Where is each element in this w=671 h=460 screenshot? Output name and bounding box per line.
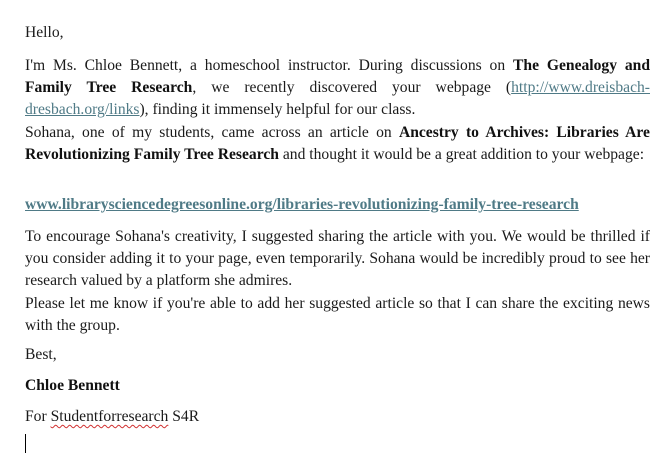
signature-bold: Chloe Bennett [25,377,120,394]
paragraph-encourage: To encourage Sohana's creativity, I suggested sharing the article with you. We would be thrilled if you consider adding it to your page, even temporarily. Sohana would be incredibly proud to see her research valued by a platform she admires. [25,228,650,289]
article-title: Ancestry to Archives: Libraries Are Revolutionizing Family Tree Research [25,124,650,163]
article-text-2: and thought it would be a great addition to your webpage: [278,146,645,163]
paragraph-article [25,122,650,166]
paragraph-request: Please let me know if you're able to add her suggested article so that I can share the exciting news with the group. [25,295,650,334]
org-name-misspelled: Studentforresearch [50,408,169,425]
intro-text-1: I'm Ms. Chloe Bennett, a homeschool instructor. During discussions on [25,57,513,74]
text-cursor [25,434,26,453]
org-suffix: S4R [168,408,200,425]
intro-text-2: , we recently discovered your webpage ( [192,79,512,96]
greeting: Hello, [25,24,64,41]
organization-line [25,406,199,428]
webpage-link[interactable]: http://www.dreisbach-dresbach.org/links [25,79,650,118]
signoff: Best, [25,346,57,363]
paragraph-intro [25,55,650,121]
intro-text-3: ), finding it immensely helpful for our class. [139,101,416,118]
article-text-1: Sohana, one of my students, came across an article on [25,124,399,141]
topic-name: The Genealogy and Family Tree Research [25,57,650,96]
article-link[interactable]: www.librarysciencedegreesonline.org/libraries-revolutionizing-family-tree-research [25,196,579,213]
signature-name [25,375,120,397]
article-link-line [25,194,579,216]
org-prefix: For [25,408,51,425]
